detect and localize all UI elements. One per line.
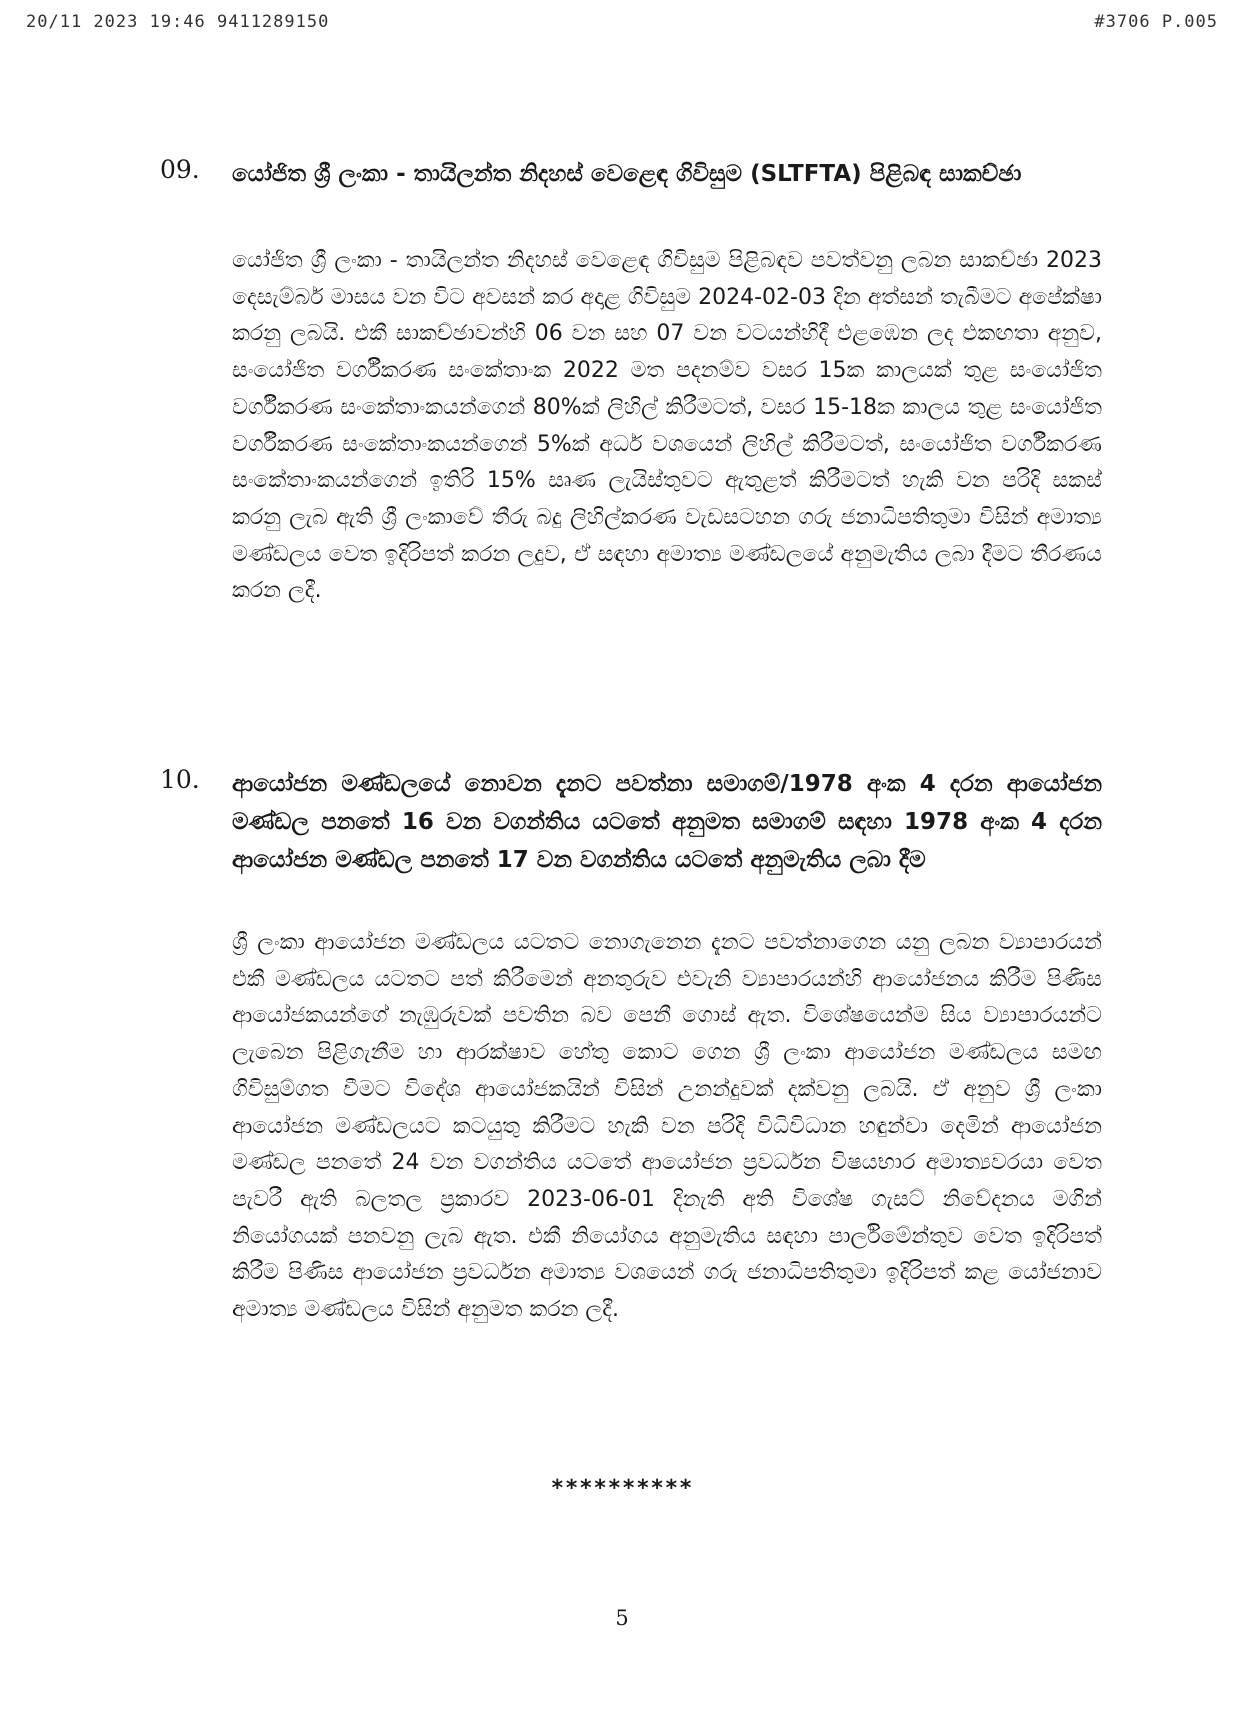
section-title: යෝජිත ශ්‍රී ලංකා - තායිලන්ත නිදහස් වෙළෙඳ ගිවිසුම (SLTFTA) පිළිබඳ සාකච්ඡා	[232, 161, 1022, 187]
section-number: 09.	[160, 155, 200, 184]
section-title: ආයෝජන මණ්ඩලයේ නොවන දැනට පවත්නා සමාගම්/1978 අංක 4 දරන ආයෝජන මණ්ඩල පනතේ 16 වන වගන්තිය යටතේ අනුමත සමාගම් සඳහා 1978 අංක 4 දරන ආයෝජන මණ්ඩල පනතේ 17 වන වගන්තිය යටතේ අනුමැතිය ලබා දීම	[232, 771, 1102, 873]
end-of-document-marks: **********	[550, 1476, 694, 1501]
fax-header	[26, 12, 1218, 36]
decision-section-09	[160, 155, 1102, 715]
page-number: 5	[615, 1606, 629, 1630]
decision-section-10	[160, 765, 1102, 1485]
section-body: යෝජිත ශ්‍රී ලංකා - තායිලන්ත නිදහස් වෙළෙඳ ගිවිසුම පිළිබඳව පවත්වනු ලබන සාකච්ඡා 2023 දෙසැම්බර් මාසය වන විට අවසන් කර අදාළ ගිවිසුම 2024-02-03 දින අත්සන් තැබීමට අපේක්ෂා කරනු ලබයි. එකී සාකච්ඡාවන්හි 06 වන සහ 07 වන වටයන්හිදී එළඹෙන ලද එකඟතා අනුව, සංයෝජිත වර්ගීකරණ සංකේතාංක 2022 මත පදනම්ව වසර 15ක කාලයක් තුළ සංයෝජිත වර්ගීකරණ සංකේතාංකයන්ගෙන් 80%ක් ලිහිල් කිරීමටත්, වසර 15-18ක කාලය තුළ සංයෝජිත වර්ගීකරණ සංකේතාංකයන්ගෙන් 5%ක් අර්ධ වශයෙන් ලිහිල් කිරීමටත්, සංයෝජිත වර්ගීකරණ සංකේතාංකයන්ගෙන් ඉතිරි 15% සෘණ ලැයිස්තුවට ඇතුළත් කිරීමටත් හැකි වන පරිදි සකස් කරනු ලැබ ඇති ශ්‍රී ලංකාවේ තීරු බදු ලිහිල්කරණ වැඩසටහන ගරු ජනාධිපතිතුමා විසින් අමාත්‍ය මණ්ඩලය වෙත ඉදිරිපත් කරන ලදුව, ඒ සඳහා අමාත්‍ය මණ්ඩලයේ අනුමැතිය ලබා දීමට තීරණය කරන ලදී.	[232, 248, 1102, 604]
fax-timestamp: 20/11 2023 19:46 9411289150	[26, 12, 330, 32]
section-number: 10.	[160, 765, 200, 794]
fax-page-ref: #3706 P.005	[1094, 12, 1218, 32]
section-body: ශ්‍රී ලංකා ආයෝජන මණ්ඩලය යටතට නොගැනෙන දැනට පවත්නාගෙන යනු ලබන ව්‍යාපාරයන් එකී මණ්ඩලය යටතට පත් කිරීමෙන් අනතුරුව එවැනි ව්‍යාපාරයන්හි ආයෝජනය කිරීම පිණිස ආයෝජකයන්ගේ නැඹුරුවක් පවතින බව පෙනී ගොස් ඇත. විශේෂයෙන්ම සිය ව්‍යාපාරයන්ට ලැබෙන පිළිගැනීම හා ආරක්ෂාව හේතු කොට ගෙන ශ්‍රී ලංකා ආයෝජන මණ්ඩලය සමඟ ගිවිසුම්ගත වීමට විදේශ ආයෝජකයින් විසින් උනන්දුවක් දක්වනු ලබයි. ඒ අනුව ශ්‍රී ලංකා ආයෝජන මණ්ඩලයට කටයුතු කිරීමට හැකි වන පරිදි විධිවිධාන හඳුන්වා දෙමින් ආයෝජන මණ්ඩල පනතේ 24 වන වගන්තිය යටතේ ආයෝජන ප්‍රවර්ධන විෂයභාර අමාත්‍යවරයා වෙත පැවරී ඇති බලතල ප්‍රකාරව 2023-06-01 දිනැති අති විශේෂ ගැසට් නිවේදනය මගින් නියෝගයක් පනවනු ලැබ ඇත. එකී නියෝගය අනුමැතිය සඳහා පාර්ලිමේන්තුව වෙත ඉදිරිපත් කිරීම පිණිස ආයෝජන ප්‍රවර්ධන අමාත්‍ය වශයෙන් ගරු ජනාධිපතිතුමා ඉදිරිපත් කළ යෝජනාව අමාත්‍ය මණ්ඩලය විසින් අනුමත කරන ලදී.	[232, 930, 1102, 1323]
